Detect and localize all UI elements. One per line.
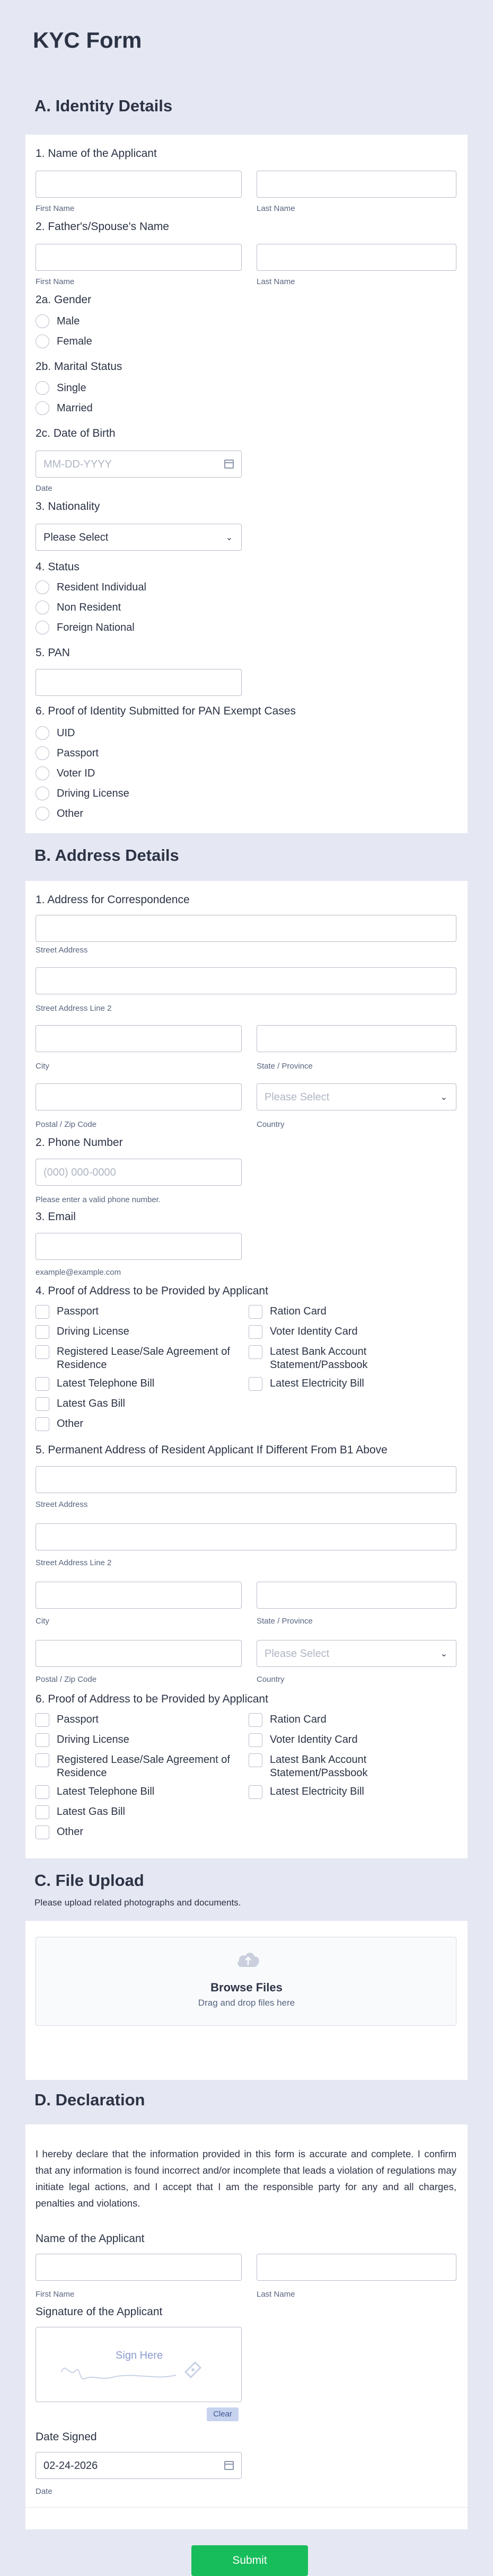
street2-sublabel: Street Address Line 2 [36,1004,112,1013]
option-label: Voter ID [57,767,95,779]
declaration-name-label: Name of the Applicant [36,2233,145,2245]
postal-sublabel: Postal / Zip Code [36,1120,97,1129]
declaration-text: I hereby declare that the information provided in this form is accurate and complete. I confirm that any information is found incorrect and/or incomplete that leads a violation of regulations may initiate legal actions, and I accept that I am the responsible party for any and all charges, penalties and violations. [36,2148,456,2209]
declaration-last-name-input[interactable] [257,2254,456,2281]
dob-sublabel: Date [36,484,52,493]
address-proof-electricity-bill[interactable] [249,1377,364,1391]
corr-street-input[interactable] [36,915,456,942]
checkbox[interactable] [36,1325,49,1339]
address-proof-telephone-bill[interactable] [36,1377,154,1391]
perm-country-select[interactable] [257,1640,456,1667]
checkbox[interactable] [249,1713,262,1727]
option-label: Latest Gas Bill [57,1398,125,1409]
state-sublabel: State / Province [257,1617,313,1626]
country-placeholder: Please Select [265,1091,330,1103]
phone-hint: Please enter a valid phone number. [36,1195,161,1204]
gender-label: 2a. Gender [36,294,92,306]
email-hint: example@example.com [36,1268,121,1277]
radio-button[interactable] [36,334,49,348]
street-sublabel: Street Address [36,946,88,955]
radio-button[interactable] [36,601,49,614]
option-label: Other [57,1826,84,1838]
status-option-resident[interactable] [36,579,146,595]
identity-proof-option-voter-id[interactable] [36,765,95,781]
identity-proof-option-uid[interactable] [36,725,75,741]
date-sublabel: Date [36,2487,52,2496]
option-label: Non Resident [57,601,121,613]
address-proof-2-passport[interactable] [36,1713,99,1727]
checkbox[interactable] [249,1377,262,1391]
perm-street2-input[interactable] [36,1523,456,1550]
section-b-header [25,833,468,881]
nationality-select[interactable] [36,524,242,551]
street-sublabel: Street Address [36,1500,88,1509]
pan-input[interactable] [36,669,242,696]
address-proof-lease[interactable] [36,1345,242,1372]
checkbox[interactable] [36,1417,49,1431]
dob-label: 2c. Date of Birth [36,427,116,439]
status-label: 4. Status [36,561,80,573]
identity-proof-option-driving-license[interactable] [36,786,129,801]
option-label: Driving License [57,1326,129,1337]
radio-button[interactable] [36,621,49,634]
country-placeholder: Please Select [265,1648,330,1660]
file-upload-dropzone[interactable] [36,1937,456,2026]
father-first-sublabel: First Name [36,277,75,286]
option-label: Other [57,807,84,819]
option-label: Male [57,315,80,327]
email-label: 3. Email [36,1211,76,1223]
applicant-last-name-input[interactable] [257,171,456,198]
address-proof-passport[interactable] [36,1305,99,1319]
dob-placeholder: MM-DD-YYYY [43,458,112,470]
checkbox[interactable] [36,1305,49,1319]
phone-input[interactable] [36,1159,242,1186]
clear-signature-button[interactable]: Clear [207,2407,239,2421]
corr-street2-input[interactable] [36,967,456,994]
checkbox[interactable] [249,1345,262,1359]
checkbox[interactable] [36,1733,49,1747]
radio-button[interactable] [36,381,49,395]
city-sublabel: City [36,1617,49,1626]
corr-country-select[interactable] [257,1083,456,1110]
option-label: Passport [57,747,99,759]
date-signed-value: 02-24-2026 [43,2460,98,2472]
option-label: Ration Card [270,1714,327,1725]
address-proof-gas-bill[interactable] [36,1397,125,1411]
radio-button[interactable] [36,401,49,415]
perm-street-input[interactable] [36,1466,456,1493]
option-label: Passport [57,1305,99,1317]
marital-option-single[interactable] [36,380,86,396]
father-first-name-input[interactable] [36,244,242,271]
option-label: Latest Bank Account Statement/Passbook [270,1346,368,1371]
address-proof-2-other[interactable] [36,1825,83,1839]
page-title: KYC Form [33,28,142,52]
option-label: Female [57,335,92,347]
address-proof-other[interactable] [36,1417,83,1431]
sign-here-label: Sign Here [116,2350,163,2361]
radio-button[interactable] [36,580,49,594]
checkbox[interactable] [249,1733,262,1747]
signature-label: Signature of the Applicant [36,2306,163,2318]
checkbox[interactable] [36,1785,49,1799]
option-label: Married [57,402,93,414]
street2-sublabel: Street Address Line 2 [36,1558,112,1567]
section-c-title: C. File Upload [34,1871,144,1890]
date-signed-label: Date Signed [36,2431,97,2443]
section-c-header [25,1858,468,1921]
corr-city-input[interactable] [36,1025,242,1052]
marital-status-label: 2b. Marital Status [36,360,122,373]
option-label: Voter Identity Card [270,1734,358,1745]
city-sublabel: City [36,1062,49,1071]
option-label: Resident Individual [57,581,146,593]
form-card [25,84,468,2566]
address-proof-2-telephone-bill[interactable] [36,1785,154,1799]
chevron-down-icon: ⌄ [225,533,233,542]
pan-label: 5. PAN [36,647,70,659]
address-proof-2-label: 6. Proof of Address to be Provided by Applicant [36,1693,268,1705]
checkbox[interactable] [36,1713,49,1727]
gender-option-female[interactable] [36,333,92,349]
state-sublabel: State / Province [257,1062,313,1071]
checkbox[interactable] [36,1825,49,1839]
section-a-title: A. Identity Details [34,96,173,115]
option-label: Single [57,382,86,394]
permanent-address-label: 5. Permanent Address of Resident Applicant If Different From B1 Above [36,1444,388,1456]
address-proof-label: 4. Proof of Address to be Provided by Applicant [36,1285,268,1297]
phone-placeholder: (000) 000-0000 [43,1167,116,1178]
option-label: Foreign National [57,621,135,633]
option-label: Latest Telephone Bill [57,1378,155,1389]
calendar-icon[interactable] [224,460,234,469]
phone-label: 2. Phone Number [36,1136,123,1149]
radio-button[interactable] [36,766,49,780]
option-label: Driving License [57,1734,129,1745]
perm-city-input[interactable] [36,1582,242,1609]
nationality-value: Please Select [43,532,109,543]
option-label: Latest Electricity Bill [270,1378,364,1389]
last-name-sublabel: Last Name [257,204,295,213]
form-divider [25,2507,468,2508]
radio-button[interactable] [36,787,49,800]
browse-files-label[interactable]: Browse Files [210,1981,283,1994]
address-proof-driving-license[interactable] [36,1325,129,1339]
address-proof-2-lease[interactable] [36,1753,242,1780]
first-name-sublabel: First Name [36,204,75,213]
option-label: Latest Gas Bill [57,1806,125,1818]
applicant-name-label: 1. Name of the Applicant [36,147,157,160]
radio-button[interactable] [36,807,49,821]
section-c-subtitle: Please upload related photographs and documents. [34,1898,241,1908]
country-sublabel: Country [257,1675,285,1684]
option-label: Other [57,1418,84,1430]
signature-pad[interactable] [36,2327,242,2402]
address-proof-2-bank-statement[interactable] [249,1753,429,1780]
address-proof-2-gas-bill[interactable] [36,1805,125,1819]
checkbox[interactable] [36,1345,49,1359]
father-last-name-input[interactable] [257,244,456,271]
status-option-foreign[interactable] [36,620,135,636]
section-d-title: D. Declaration [34,2090,145,2109]
section-d-header [25,2080,468,2124]
checkbox[interactable] [36,1753,49,1767]
address-proof-ration-card[interactable] [249,1305,327,1319]
drag-drop-hint: Drag and drop files here [198,1998,295,2008]
identity-proof-option-other[interactable] [36,806,83,822]
postal-sublabel: Postal / Zip Code [36,1675,97,1684]
address-proof-bank-statement[interactable] [249,1345,429,1372]
perm-state-input[interactable] [257,1582,456,1609]
calendar-icon[interactable] [224,2461,234,2470]
chevron-down-icon: ⌄ [440,1649,447,1658]
option-label: Registered Lease/Sale Agreement of Residence [57,1346,230,1371]
corr-state-input[interactable] [257,1025,456,1052]
checkbox[interactable] [249,1753,262,1767]
radio-button[interactable] [36,746,49,760]
address-proof-2-driving-license[interactable] [36,1733,129,1747]
option-label: Driving License [57,787,129,799]
marital-option-married[interactable] [36,400,93,416]
identity-proof-label: 6. Proof of Identity Submitted for PAN Exempt Cases [36,705,296,717]
address-proof-2-electricity-bill[interactable] [249,1785,364,1799]
radio-button[interactable] [36,314,49,328]
gender-option-male[interactable] [36,313,80,329]
checkbox[interactable] [249,1325,262,1339]
correspondence-address-label: 1. Address for Correspondence [36,894,190,906]
checkbox[interactable] [249,1785,262,1799]
checkbox[interactable] [36,1805,49,1819]
nationality-label: 3. Nationality [36,500,100,513]
cloud-upload-icon [235,1950,261,1968]
address-proof-voter-card[interactable] [249,1325,358,1339]
option-label: Voter Identity Card [270,1326,358,1337]
option-label: Registered Lease/Sale Agreement of Residence [57,1754,230,1779]
section-a-header [25,84,468,135]
dob-input[interactable] [36,451,242,478]
country-sublabel: Country [257,1120,285,1129]
address-proof-2-voter-card[interactable] [249,1733,358,1747]
perm-postal-input[interactable] [36,1640,242,1667]
father-last-sublabel: Last Name [257,277,295,286]
option-label: Latest Electricity Bill [270,1786,364,1797]
checkbox[interactable] [36,1377,49,1391]
option-label: Latest Telephone Bill [57,1786,155,1797]
option-label: Passport [57,1714,99,1725]
chevron-down-icon: ⌄ [440,1093,447,1102]
option-label: Ration Card [270,1305,327,1317]
section-b-title: B. Address Details [34,846,179,864]
corr-postal-input[interactable] [36,1083,242,1110]
checkbox[interactable] [36,1397,49,1411]
email-input[interactable] [36,1233,242,1260]
checkbox[interactable] [249,1305,262,1319]
applicant-first-name-input[interactable] [36,171,242,198]
identity-proof-option-passport[interactable] [36,745,99,761]
status-option-non-resident[interactable] [36,599,121,615]
option-label: UID [57,727,75,739]
submit-button[interactable]: Submit [191,2545,308,2576]
first-name-sublabel: First Name [36,2290,75,2299]
declaration-first-name-input[interactable] [36,2254,242,2281]
last-name-sublabel: Last Name [257,2290,295,2299]
address-proof-2-ration-card[interactable] [249,1713,327,1727]
father-name-label: 2. Father's/Spouse's Name [36,220,169,233]
radio-button[interactable] [36,726,49,740]
date-signed-input[interactable] [36,2452,242,2479]
option-label: Latest Bank Account Statement/Passbook [270,1754,368,1779]
